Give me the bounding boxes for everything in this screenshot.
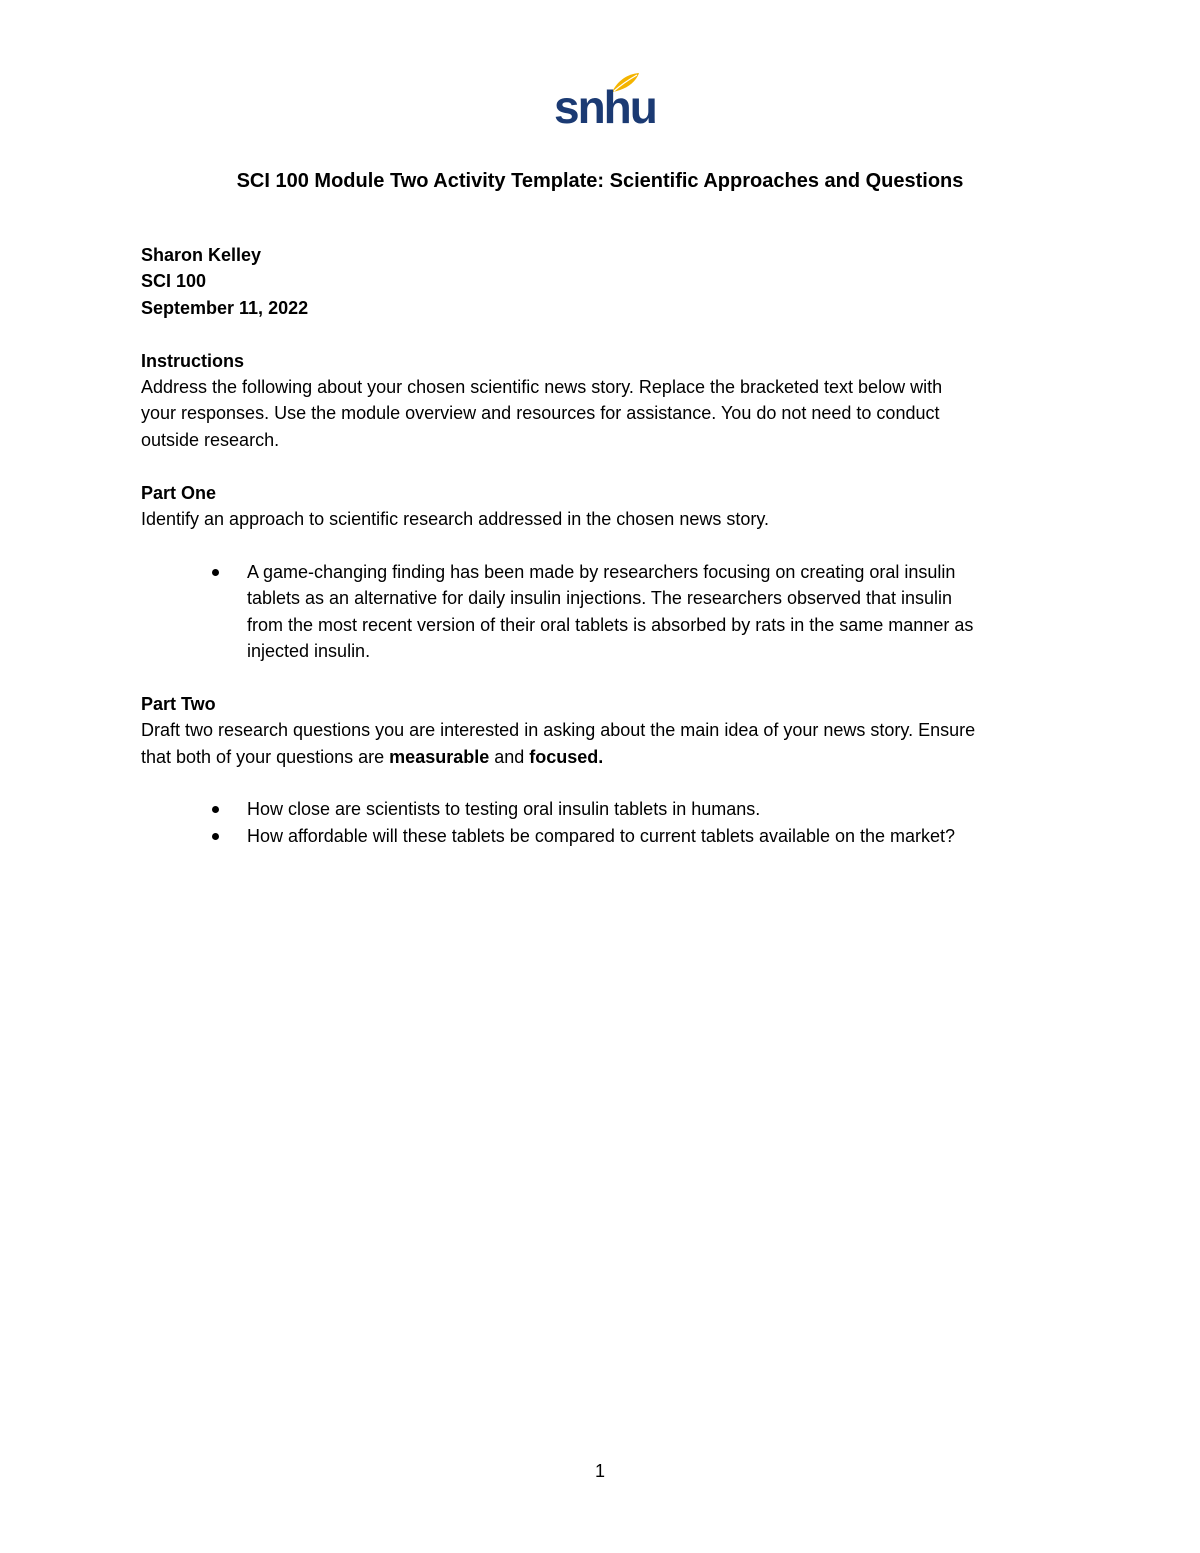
bullet-icon bbox=[212, 569, 219, 576]
snhu-logo bbox=[554, 72, 656, 134]
emphasis-measurable: measurable bbox=[389, 746, 490, 767]
bullet-icon bbox=[212, 833, 219, 840]
answer-line: tablets as an alternative for daily insulin injections. The researchers observed that insulin bbox=[247, 588, 953, 609]
bullet-icon bbox=[212, 806, 219, 813]
answer-line: injected insulin. bbox=[247, 641, 371, 662]
list-item bbox=[141, 559, 1061, 665]
part-two-prompt-line: Draft two research questions you are interested in asking about the main idea of your news story. Ensure bbox=[141, 720, 976, 741]
instructions-line: Address the following about your chosen scientific news story. Replace the bracketed text below with bbox=[141, 377, 943, 398]
answer-line: from the most recent version of their oral tablets is absorbed by rats in the same manner as bbox=[247, 614, 974, 635]
list-item bbox=[141, 823, 1061, 849]
submission-date: September 11, 2022 bbox=[141, 297, 309, 318]
course-code: SCI 100 bbox=[141, 271, 207, 292]
document-title: SCI 100 Module Two Activity Template: Scientific Approaches and Questions bbox=[236, 170, 964, 192]
page-number: 1 bbox=[594, 1461, 605, 1481]
list-item bbox=[141, 796, 1061, 822]
instructions-heading: Instructions bbox=[141, 350, 245, 371]
research-question: How close are scientists to testing oral insulin tablets in humans. bbox=[247, 799, 761, 820]
answer-line: A game-changing finding has been made by researchers focusing on creating oral insulin bbox=[247, 561, 956, 582]
part-two-question-list bbox=[141, 796, 1061, 849]
emphasis-focused: focused. bbox=[529, 746, 604, 767]
document-body bbox=[141, 242, 1061, 849]
part-two-heading: Part Two bbox=[141, 693, 216, 714]
research-question: How affordable will these tablets be compared to current tablets available on the market? bbox=[247, 825, 956, 846]
part-two-prompt-line: that both of your questions are measurable and focused. bbox=[141, 746, 604, 767]
instructions-line: outside research. bbox=[141, 429, 280, 450]
instructions-line: your responses. Use the module overview and resources for assistance. You do not need to conduct bbox=[141, 403, 940, 424]
part-one-prompt: Identify an approach to scientific research addressed in the chosen news story. bbox=[141, 509, 770, 530]
logo-wordmark: snhu bbox=[554, 81, 656, 133]
part-one-answer-list bbox=[141, 559, 1061, 665]
student-name: Sharon Kelley bbox=[141, 245, 262, 265]
part-one-heading: Part One bbox=[141, 482, 217, 503]
